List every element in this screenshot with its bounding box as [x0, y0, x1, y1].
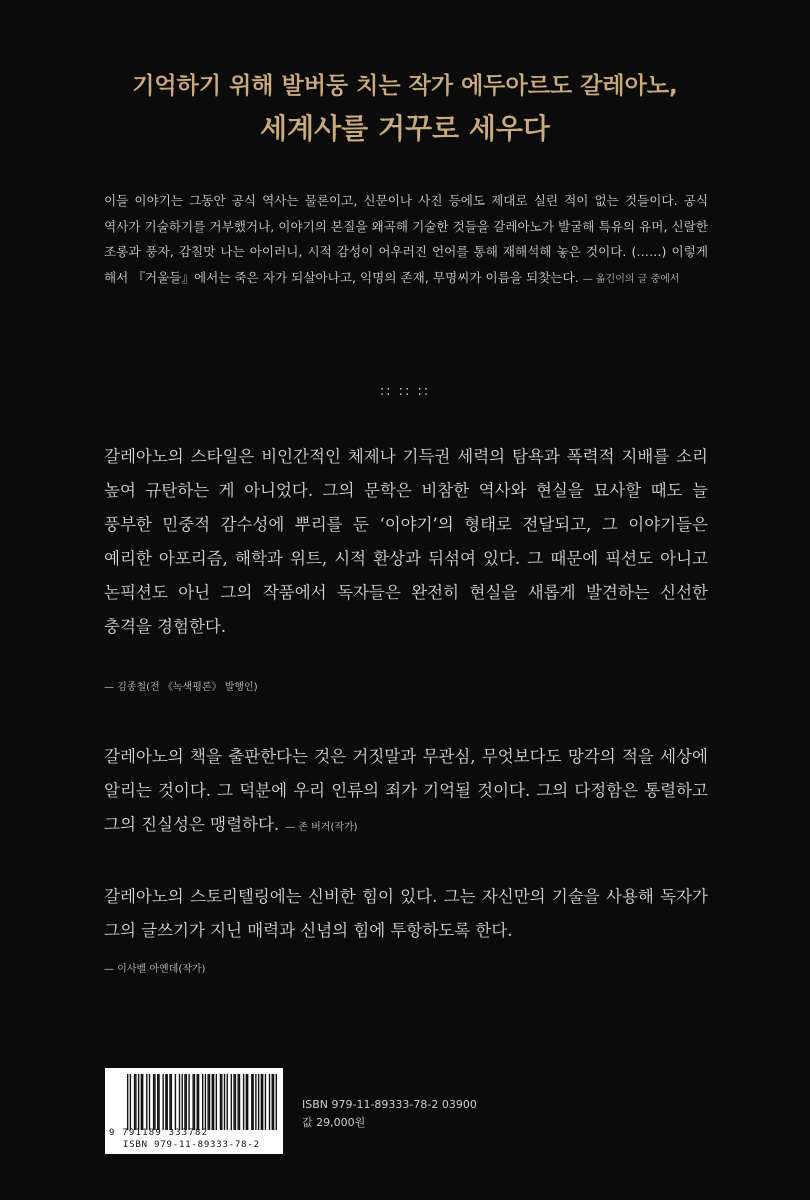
barcode-bar [212, 1074, 213, 1130]
intro-paragraph [104, 188, 708, 292]
quote-1 [104, 440, 708, 644]
barcode-bar [262, 1074, 263, 1130]
barcode-bar [202, 1074, 203, 1130]
barcode-bar [175, 1074, 176, 1130]
barcode-bar [154, 1074, 155, 1130]
isbn-info [302, 1096, 477, 1132]
barcode-bar [149, 1074, 150, 1130]
barcode-bar [198, 1074, 199, 1130]
barcode-bar [130, 1074, 131, 1130]
barcode-bar [258, 1074, 259, 1130]
barcode-bar [179, 1074, 180, 1130]
barcode-bar [255, 1074, 256, 1130]
section-divider: :: :: :: [379, 384, 431, 399]
barcode-bar [135, 1074, 136, 1130]
quote-3 [104, 880, 708, 948]
barcode-bar [237, 1074, 238, 1130]
barcode-bar [184, 1074, 185, 1130]
barcode-bar [171, 1074, 172, 1130]
barcode-bar [192, 1074, 193, 1130]
barcode-bar [213, 1074, 214, 1130]
barcode-digits: 9 791189 333782 [109, 1128, 209, 1138]
barcode-bar [251, 1074, 252, 1130]
headline-line-1: 기억하기 위해 발버둥 치는 작가 에두아르도 갈레아노, [132, 73, 678, 99]
barcode-bar [233, 1074, 234, 1130]
barcode-bar [205, 1074, 206, 1130]
barcode-bar [162, 1074, 163, 1130]
barcode-bar [186, 1074, 187, 1130]
barcode-bar [209, 1074, 210, 1130]
barcode-bar [153, 1074, 154, 1130]
barcode-bar [127, 1074, 128, 1130]
barcode-bar [231, 1074, 232, 1130]
barcode-bar [207, 1074, 208, 1130]
barcode-bar [165, 1074, 166, 1130]
barcode-bar [157, 1074, 158, 1130]
barcode-bar [261, 1074, 262, 1130]
barcode-bar [272, 1074, 273, 1130]
barcode-bar [194, 1074, 195, 1130]
headline-line-2: 세계사를 거꾸로 세우다 [260, 112, 550, 145]
barcode-bar [134, 1074, 135, 1130]
barcode-bar [235, 1074, 236, 1130]
barcode-bar [146, 1074, 147, 1130]
barcode-bar [269, 1074, 270, 1130]
quote-3-attribution: — 이사벨 아옌데(작가) [104, 964, 206, 975]
barcode-bar [265, 1074, 266, 1130]
barcode-isbn-label: ISBN 979-11-89333-78-2 [123, 1140, 260, 1150]
barcode-bar [197, 1074, 198, 1130]
barcode-bar [247, 1074, 248, 1130]
barcode-bar [243, 1074, 244, 1130]
barcode-bar [158, 1074, 159, 1130]
barcode-bar [141, 1074, 142, 1130]
barcode-bar [276, 1074, 277, 1130]
barcode-bar [182, 1074, 183, 1130]
quote-2-attribution: — 존 버거(작가) [285, 822, 358, 833]
quote-2 [104, 740, 708, 845]
barcode [105, 1068, 283, 1154]
barcode-bar [224, 1074, 225, 1130]
quote-1-text: 갈레아노의 스타일은 비인간적인 체제나 기득권 세력의 탐욕과 폭력적 지배를 소리 높여 규탄하는 게 아니었다. 그의 문학은 비참한 역사와 현실을 묘사할 때도 늘 풍부한 민중적 감수성에 뿌리를 둔 ‘이야기’의 형태로 전달되고, 그 이야기들은 예리한 아포리즘, 해학과 위트, 시적 환상과 뒤섞여 있다. 그 때문에 픽션도 아니고 논픽션도 아닌 그의 작품에서 독자들은 완전히 현실을 새롭게 발견하는 신선한 충격을 경험한다. [104, 447, 708, 636]
intro-attribution: — 옮긴이의 글 중에서 [582, 273, 680, 285]
barcode-bar [246, 1074, 247, 1130]
quote-3-text: 갈레아노의 스토리텔링에는 신비한 힘이 있다. 그는 자신만의 기술을 사용해 독자가 그의 글쓰기가 지닌 매력과 신념의 힘에 투항하도록 한다. [104, 887, 708, 940]
isbn-number: ISBN 979-11-89333-78-2 03900 [302, 1098, 477, 1111]
barcode-bar [220, 1074, 221, 1130]
headline [0, 66, 810, 152]
intro-text: 이들 이야기는 그동안 공식 역사는 물론이고, 신문이나 사진 등에도 제대로 실린 적이 없는 것들이다. 공식 역사가 기술하기를 거부했거나, 이야기의 본질을 왜곡해 기술한 것들을 갈레아노가 발굴해 특유의 유머, 신랄한 조롱과 풍자, 감칠맛 나는 아이러니, 시적 감성이 어우러진 언어를 통해 재해석해 놓은 것이다. (……) 이렇게 해서 『거울들』에서는 죽은 자가 되살아나고, 익명의 존재, 무명씨가 이름을 되찾는다. [104, 193, 708, 285]
price: 값 29,000원 [302, 1116, 366, 1129]
quote-1-attribution: — 김종철(전 《녹색평론》 발행인) [104, 682, 258, 693]
barcode-bar [239, 1074, 240, 1130]
barcode-bar [252, 1074, 253, 1130]
barcode-bar [142, 1074, 143, 1130]
barcode-bar [167, 1074, 168, 1130]
barcode-bar [138, 1074, 139, 1130]
barcode-bar [273, 1074, 274, 1130]
barcode-bar [188, 1074, 189, 1130]
barcode-bar [169, 1074, 170, 1130]
barcode-bars [127, 1074, 277, 1130]
barcode-bar [221, 1074, 222, 1130]
barcode-bar [216, 1074, 217, 1130]
quote-2-text: 갈레아노의 책을 출판한다는 것은 거짓말과 무관심, 무엇보다도 망각의 적을 세상에 알리는 것이다. 그 덕분에 우리 인류의 죄가 기억될 것이다. 그의 다정함은 통렬하고 그의 진실성은 맹렬하다. [104, 747, 708, 834]
barcode-bar [227, 1074, 228, 1130]
